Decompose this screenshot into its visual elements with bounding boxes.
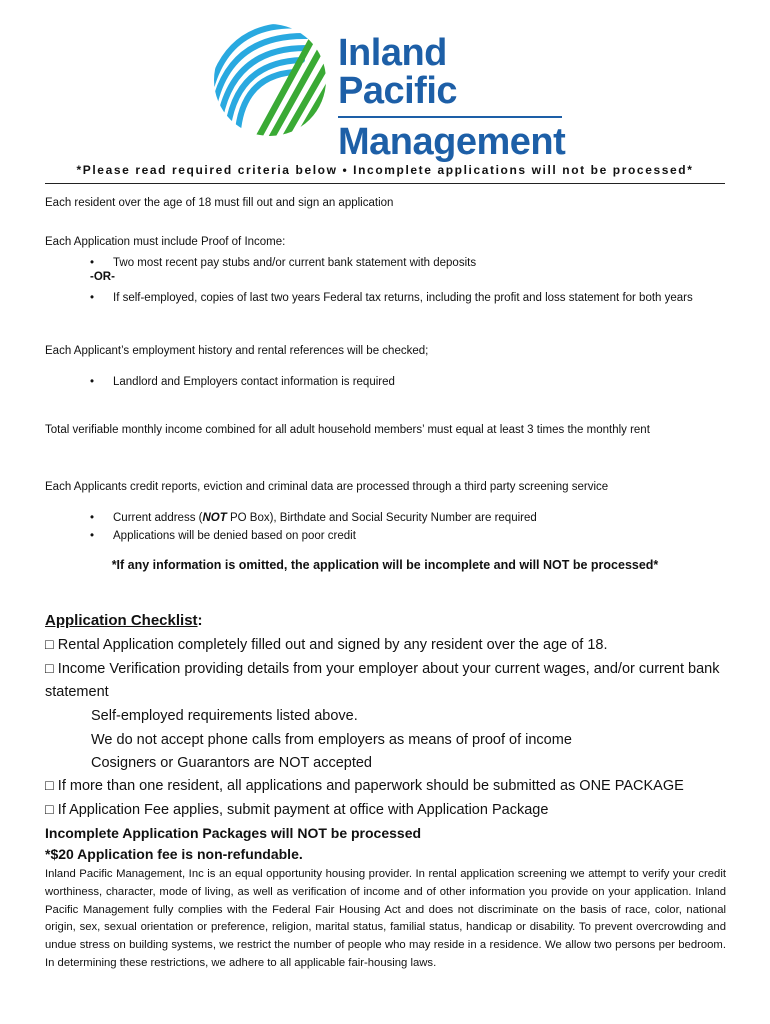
checklist-item-rental-application: □ Rental Application completely filled out and signed by any resident over the age of 18.: [45, 637, 608, 653]
checklist-subitem-cosigners: Cosigners or Guarantors are NOT accepted: [91, 755, 373, 771]
checklist-title-text: Application Checklist: [45, 612, 198, 629]
age-requirement: Each resident over the age of 18 must fill out and sign an application: [45, 197, 394, 209]
bullet-icon: •: [90, 292, 95, 304]
logo-mark-icon: [208, 22, 338, 142]
checklist-item-income-verification: □ Income Verification providing details from your employer about your current wages, and/or current bank statement: [45, 661, 720, 700]
company-logo: [208, 22, 568, 163]
bullet-icon: •: [90, 512, 95, 524]
equal-opportunity-statement: Inland Pacific Management, Inc is an equal opportunity housing provider. In rental application screening we attempt to verify your credit worthiness, character, mode of living, as well as verification of income and of other information you provide on your application. Inland Pacific Management fully complies with the Federal Fair Housing Act and does not discriminate on the basis of race, color, national origin, sex, sexual orientation or preference, religion, marital status, familial status, handicap or disability. To prevent overcrowding and undue stress on building systems, we restrict the number of people who may reside in a residence. We allow two persons per bedroom. In determining these restrictions, we adhere to all applicable fair-housing laws.: [45, 868, 726, 969]
logo-line-1: Inland Pacific: [338, 32, 458, 112]
list-item: [90, 527, 726, 545]
income-intro: Each Application must include Proof of Income:: [45, 236, 286, 248]
incomplete-packages-note: Incomplete Application Packages will NOT be processed: [45, 825, 422, 841]
checklist-item-application-fee: □ If Application Fee applies, submit payment at office with Application Package: [45, 802, 549, 818]
checklist-title: [45, 612, 203, 629]
list-item: [90, 509, 726, 527]
credit-bullet-1-post: PO Box), Birthdate and Social Security Number are required: [226, 512, 537, 524]
criteria-banner: *Please read required criteria below • Incomplete applications will not be processed*: [76, 163, 694, 177]
bullet-icon: •: [90, 376, 95, 388]
logo-divider: [338, 116, 562, 118]
omitted-warning: *If any information is omitted, the application will be incomplete and will NOT be processed*: [111, 558, 659, 572]
banner-underline: [45, 183, 725, 184]
fee-note: *$20 Application fee is non-refundable.: [45, 846, 303, 862]
credit-bullet-1-emphasis: NOT: [202, 512, 227, 524]
credit-intro: Each Applicants credit reports, eviction and criminal data are processed through a third party screening service: [45, 481, 609, 493]
income-bullet-2: If self-employed, copies of last two years Federal tax returns, including the profit and loss statement for both years: [113, 292, 693, 304]
logo-wordmark: [338, 34, 568, 161]
bullet-icon: •: [90, 530, 95, 542]
checklist-subitem-phone-calls: We do not accept phone calls from employers as means of proof of income: [91, 732, 572, 748]
list-item: [90, 289, 726, 307]
checklist-subitem-self-employed: Self-employed requirements listed above.: [91, 708, 358, 724]
income-bullet-1: Two most recent pay stubs and/or current bank statement with deposits: [113, 257, 477, 269]
checklist-title-colon: :: [197, 612, 203, 629]
logo-line-2: Management: [338, 121, 566, 163]
bullet-icon: •: [90, 257, 95, 269]
credit-bullet-1-pre: Current address (: [113, 512, 203, 524]
credit-bullet-2: Applications will be denied based on poor credit: [113, 530, 356, 542]
list-item: [90, 373, 726, 391]
checklist-item-one-package: □ If more than one resident, all applications and paperwork should be submitted as ONE PACKAGE: [45, 778, 684, 794]
list-item: [90, 254, 726, 272]
income-total: Total verifiable monthly income combined for all adult household members’ must equal at least 3 times the monthly rent: [45, 424, 650, 436]
history-intro: Each Applicant’s employment history and rental references will be checked;: [45, 345, 429, 357]
credit-bullet-1: [113, 509, 726, 527]
or-separator: -OR-: [90, 271, 115, 283]
history-bullet: Landlord and Employers contact information is required: [113, 376, 395, 388]
